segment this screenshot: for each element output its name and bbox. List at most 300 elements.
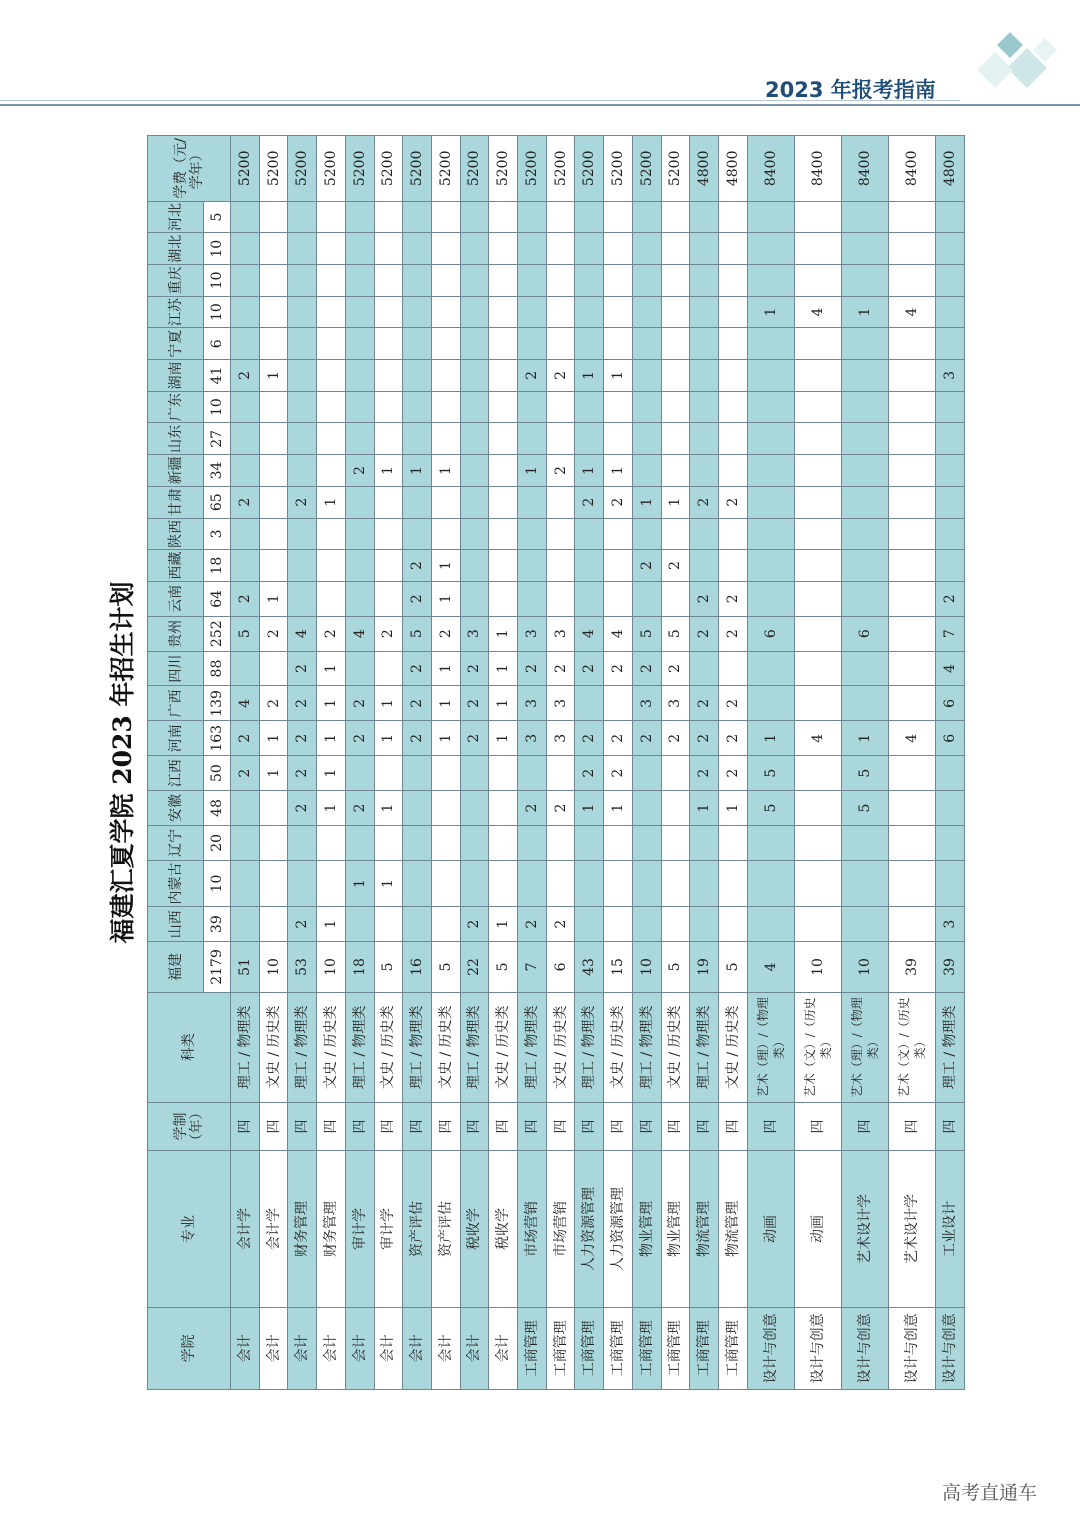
major-cell: 物流管理 <box>718 1151 747 1307</box>
tuition-cell: 5200 <box>403 136 432 202</box>
province-count-cell: 6 <box>546 942 575 993</box>
quota-cell: 34 <box>204 455 231 487</box>
province-count-cell: 1 <box>489 907 518 942</box>
province-count-cell <box>546 328 575 360</box>
province-count-cell: 1 <box>489 616 518 651</box>
college-cell: 工商管理 <box>661 1307 690 1389</box>
province-count-cell: 3 <box>661 686 690 721</box>
province-count-cell: 7 <box>518 942 547 993</box>
province-count-cell <box>518 296 547 328</box>
province-count-cell <box>718 296 747 328</box>
province-count-cell: 10 <box>317 942 346 993</box>
col-header: 河南 <box>148 721 204 756</box>
college-cell: 会计 <box>317 1307 346 1389</box>
province-count-cell: 2 <box>546 907 575 942</box>
major-cell: 物流管理 <box>690 1151 719 1307</box>
province-count-cell: 15 <box>604 942 633 993</box>
major-cell: 物业管理 <box>661 1151 690 1307</box>
province-count-cell <box>460 391 489 423</box>
province-count-cell <box>259 296 288 328</box>
province-count-cell <box>288 581 317 616</box>
province-count-cell: 4 <box>288 616 317 651</box>
province-count-cell <box>604 391 633 423</box>
years-cell: 四 <box>259 1102 288 1151</box>
tuition-cell: 5200 <box>546 136 575 202</box>
province-count-cell <box>690 391 719 423</box>
province-count-cell <box>460 360 489 392</box>
province-count-cell <box>374 756 403 791</box>
province-count-cell: 2 <box>518 651 547 686</box>
province-count-cell <box>794 328 841 360</box>
table-row <box>460 136 489 1390</box>
province-count-cell <box>403 360 432 392</box>
province-count-cell: 3 <box>936 907 965 942</box>
quota-cell: 88 <box>204 651 231 686</box>
province-count-cell <box>231 265 260 297</box>
table-title: 福建汇夏学院 2023 年招生计划 <box>108 581 137 944</box>
col-header: 山东 <box>148 423 204 455</box>
merged-count-cell: 5 <box>747 791 794 826</box>
major-cell: 审计学 <box>345 1151 374 1307</box>
province-count-cell <box>374 518 403 550</box>
province-count-cell <box>604 201 633 233</box>
province-count-cell <box>403 756 432 791</box>
province-count-cell <box>794 907 841 942</box>
province-count-cell: 5 <box>374 942 403 993</box>
province-count-cell: 2 <box>288 907 317 942</box>
province-count-cell <box>604 825 633 860</box>
province-count-cell <box>936 328 965 360</box>
province-count-cell: 1 <box>718 791 747 826</box>
province-count-cell <box>936 296 965 328</box>
province-count-cell <box>231 201 260 233</box>
province-count-cell <box>794 686 841 721</box>
province-count-cell <box>604 686 633 721</box>
province-count-cell <box>518 581 547 616</box>
province-count-cell <box>231 825 260 860</box>
college-cell: 会计 <box>345 1307 374 1389</box>
province-count-cell <box>345 825 374 860</box>
province-count-cell <box>489 265 518 297</box>
province-count-cell <box>794 391 841 423</box>
province-count-cell <box>661 423 690 455</box>
category-cell: 文史 / 历史类 <box>259 992 288 1102</box>
province-count-cell <box>718 328 747 360</box>
province-count-cell <box>374 265 403 297</box>
province-count-cell: 2 <box>431 616 460 651</box>
province-count-cell <box>690 455 719 487</box>
col-header: 科类 <box>148 992 231 1102</box>
province-count-cell <box>403 201 432 233</box>
province-count-cell <box>632 860 661 906</box>
province-count-cell: 2 <box>632 651 661 686</box>
province-count-cell <box>259 233 288 265</box>
college-cell: 设计与创意 <box>794 1307 841 1389</box>
province-count-cell: 4 <box>604 616 633 651</box>
province-count-cell <box>661 265 690 297</box>
province-count-cell: 2 <box>259 686 288 721</box>
province-count-cell <box>794 651 841 686</box>
province-count-cell <box>460 233 489 265</box>
province-count-cell <box>489 296 518 328</box>
col-header: 湖南 <box>148 360 204 392</box>
province-count-cell <box>317 455 346 487</box>
province-count-cell <box>632 791 661 826</box>
province-count-cell <box>317 360 346 392</box>
province-count-cell <box>661 328 690 360</box>
province-count-cell <box>288 391 317 423</box>
province-count-cell <box>841 860 888 906</box>
province-count-cell <box>460 791 489 826</box>
province-count-cell <box>575 686 604 721</box>
years-cell: 四 <box>575 1102 604 1151</box>
province-count-cell: 2 <box>345 791 374 826</box>
province-count-cell: 2 <box>546 651 575 686</box>
province-count-cell <box>489 581 518 616</box>
province-count-cell: 2 <box>546 360 575 392</box>
province-count-cell <box>661 296 690 328</box>
province-count-cell: 10 <box>632 942 661 993</box>
province-count-cell: 3 <box>546 686 575 721</box>
province-count-cell <box>259 651 288 686</box>
province-count-cell <box>889 907 936 942</box>
province-count-cell: 1 <box>431 581 460 616</box>
province-count-cell <box>403 907 432 942</box>
province-count-cell <box>889 328 936 360</box>
province-count-cell <box>259 265 288 297</box>
province-count-cell <box>288 265 317 297</box>
province-count-cell <box>718 825 747 860</box>
province-count-cell <box>936 550 965 582</box>
col-header: 安徽 <box>148 791 204 826</box>
province-count-cell <box>288 550 317 582</box>
province-count-cell <box>794 233 841 265</box>
province-count-cell: 2 <box>403 550 432 582</box>
years-cell: 四 <box>288 1102 317 1151</box>
province-count-cell: 2 <box>604 756 633 791</box>
rotated-table-area <box>100 135 970 1390</box>
province-count-cell <box>259 791 288 826</box>
province-count-cell: 3 <box>518 616 547 651</box>
major-cell: 市场营销 <box>546 1151 575 1307</box>
province-count-cell <box>841 423 888 455</box>
category-cell: 文史 / 历史类 <box>317 992 346 1102</box>
quota-cell: 10 <box>204 391 231 423</box>
major-cell: 税收学 <box>460 1151 489 1307</box>
province-count-cell: 4 <box>231 686 260 721</box>
province-count-cell <box>794 825 841 860</box>
province-count-cell: 53 <box>288 942 317 993</box>
years-cell: 四 <box>518 1102 547 1151</box>
college-cell: 设计与创意 <box>889 1307 936 1389</box>
years-cell: 四 <box>690 1102 719 1151</box>
province-count-cell <box>518 550 547 582</box>
category-cell: 艺术（理）/（物理类） <box>841 992 888 1102</box>
table-row <box>690 136 719 1390</box>
table-row <box>718 136 747 1390</box>
province-count-cell <box>460 581 489 616</box>
province-count-cell <box>231 423 260 455</box>
tuition-cell: 5200 <box>460 136 489 202</box>
province-count-cell: 2 <box>575 651 604 686</box>
province-count-cell <box>345 265 374 297</box>
province-count-cell <box>345 581 374 616</box>
province-count-cell <box>632 581 661 616</box>
province-count-cell <box>632 328 661 360</box>
province-count-cell: 1 <box>431 550 460 582</box>
province-count-cell: 10 <box>794 942 841 993</box>
province-count-cell <box>575 391 604 423</box>
major-cell: 会计学 <box>259 1151 288 1307</box>
province-count-cell: 2 <box>936 581 965 616</box>
col-header: 新疆 <box>148 455 204 487</box>
province-count-cell <box>345 651 374 686</box>
province-count-cell <box>575 423 604 455</box>
province-count-cell <box>690 651 719 686</box>
major-cell: 艺术设计学 <box>889 1151 936 1307</box>
tuition-cell: 5200 <box>632 136 661 202</box>
province-count-cell <box>841 486 888 518</box>
college-cell: 会计 <box>403 1307 432 1389</box>
province-count-cell <box>288 233 317 265</box>
merged-count-cell: 6 <box>747 616 794 651</box>
tuition-cell: 8400 <box>794 136 841 202</box>
tuition-cell: 5200 <box>604 136 633 202</box>
province-count-cell <box>374 486 403 518</box>
province-count-cell <box>889 201 936 233</box>
province-count-cell <box>317 825 346 860</box>
province-count-cell: 1 <box>841 721 888 756</box>
province-count-cell <box>431 860 460 906</box>
province-count-cell <box>632 518 661 550</box>
province-count-cell <box>661 791 690 826</box>
province-count-cell <box>259 328 288 360</box>
years-cell: 四 <box>431 1102 460 1151</box>
province-count-cell <box>632 455 661 487</box>
province-count-cell <box>460 328 489 360</box>
province-count-cell <box>431 518 460 550</box>
header-title: 2023 年报考指南 <box>765 78 936 102</box>
province-count-cell <box>231 907 260 942</box>
province-count-cell <box>259 518 288 550</box>
quota-cell: 10 <box>204 233 231 265</box>
province-count-cell <box>718 455 747 487</box>
province-count-cell: 2 <box>661 550 690 582</box>
major-cell: 财务管理 <box>317 1151 346 1307</box>
province-count-cell <box>575 518 604 550</box>
province-count-cell <box>794 201 841 233</box>
province-count-cell <box>841 686 888 721</box>
province-count-cell <box>460 265 489 297</box>
province-count-cell <box>794 616 841 651</box>
category-cell: 艺术（文）/（历史类） <box>794 992 841 1102</box>
category-cell: 文史 / 历史类 <box>604 992 633 1102</box>
quota-cell: 6 <box>204 328 231 360</box>
category-cell: 文史 / 历史类 <box>374 992 403 1102</box>
major-cell: 动画 <box>794 1151 841 1307</box>
quota-cell: 252 <box>204 616 231 651</box>
province-count-cell <box>489 825 518 860</box>
category-cell: 理工 / 物理类 <box>345 992 374 1102</box>
province-count-cell <box>460 518 489 550</box>
province-count-cell: 2 <box>460 721 489 756</box>
table-row <box>374 136 403 1390</box>
province-count-cell: 1 <box>259 360 288 392</box>
college-cell: 工商管理 <box>632 1307 661 1389</box>
province-count-cell <box>889 686 936 721</box>
years-cell: 四 <box>794 1102 841 1151</box>
province-count-cell <box>632 423 661 455</box>
province-count-cell <box>690 201 719 233</box>
province-count-cell <box>518 328 547 360</box>
years-cell: 四 <box>936 1102 965 1151</box>
province-count-cell <box>231 391 260 423</box>
province-count-cell <box>345 328 374 360</box>
province-count-cell: 6 <box>936 686 965 721</box>
province-count-cell <box>841 360 888 392</box>
province-count-cell <box>841 907 888 942</box>
province-count-cell: 2 <box>403 721 432 756</box>
province-count-cell <box>604 907 633 942</box>
province-count-cell <box>841 581 888 616</box>
province-count-cell: 1 <box>604 455 633 487</box>
tuition-cell: 5200 <box>288 136 317 202</box>
province-count-cell <box>889 423 936 455</box>
province-count-cell <box>288 518 317 550</box>
province-count-cell <box>231 651 260 686</box>
footer-source: 高考直通车 <box>942 1482 1038 1504</box>
province-count-cell <box>546 296 575 328</box>
province-count-cell <box>489 756 518 791</box>
province-count-cell <box>546 581 575 616</box>
province-count-cell <box>259 550 288 582</box>
college-cell: 工商管理 <box>604 1307 633 1389</box>
province-count-cell <box>231 518 260 550</box>
province-count-cell <box>345 756 374 791</box>
province-count-cell <box>317 201 346 233</box>
province-count-cell <box>747 201 794 233</box>
province-count-cell <box>936 756 965 791</box>
province-count-cell <box>546 265 575 297</box>
quota-cell: 18 <box>204 550 231 582</box>
col-header: 湖北 <box>148 233 204 265</box>
province-count-cell <box>575 296 604 328</box>
province-count-cell <box>747 518 794 550</box>
tuition-cell: 4800 <box>690 136 719 202</box>
province-count-cell <box>317 328 346 360</box>
province-count-cell <box>575 233 604 265</box>
province-count-cell: 5 <box>718 942 747 993</box>
years-cell: 四 <box>317 1102 346 1151</box>
category-cell: 文史 / 历史类 <box>489 992 518 1102</box>
province-count-cell <box>661 825 690 860</box>
province-count-cell: 2 <box>718 616 747 651</box>
province-count-cell <box>546 756 575 791</box>
province-count-cell: 3 <box>632 686 661 721</box>
col-header: 贵州 <box>148 616 204 651</box>
tuition-cell: 4800 <box>718 136 747 202</box>
table-row <box>575 136 604 1390</box>
province-count-cell <box>632 233 661 265</box>
college-cell: 会计 <box>489 1307 518 1389</box>
province-count-cell <box>575 581 604 616</box>
category-cell: 文史 / 历史类 <box>431 992 460 1102</box>
province-count-cell <box>936 391 965 423</box>
province-count-cell <box>575 907 604 942</box>
province-count-cell: 1 <box>317 486 346 518</box>
quota-cell: 48 <box>204 791 231 826</box>
province-count-cell <box>460 550 489 582</box>
merged-count-cell: 5 <box>841 791 888 826</box>
col-header: 陕西 <box>148 518 204 550</box>
college-cell: 工商管理 <box>690 1307 719 1389</box>
province-count-cell <box>431 233 460 265</box>
college-cell: 会计 <box>231 1307 260 1389</box>
province-count-cell <box>841 328 888 360</box>
table-row <box>632 136 661 1390</box>
province-count-cell <box>259 423 288 455</box>
province-count-cell <box>936 201 965 233</box>
quota-cell: 65 <box>204 486 231 518</box>
province-count-cell <box>518 825 547 860</box>
province-count-cell <box>403 265 432 297</box>
province-count-cell <box>403 860 432 906</box>
province-count-cell <box>889 651 936 686</box>
province-count-cell <box>546 825 575 860</box>
province-count-cell <box>489 486 518 518</box>
province-count-cell <box>841 455 888 487</box>
province-count-cell: 2 <box>288 721 317 756</box>
province-count-cell <box>259 860 288 906</box>
province-count-cell <box>403 791 432 826</box>
province-count-cell: 2 <box>546 791 575 826</box>
province-count-cell: 2 <box>231 486 260 518</box>
major-cell: 税收学 <box>489 1151 518 1307</box>
province-count-cell <box>374 651 403 686</box>
province-count-cell <box>794 265 841 297</box>
years-cell: 四 <box>403 1102 432 1151</box>
province-count-cell: 2 <box>374 616 403 651</box>
province-count-cell <box>889 616 936 651</box>
province-count-cell <box>604 233 633 265</box>
category-cell: 理工 / 物理类 <box>632 992 661 1102</box>
province-count-cell: 1 <box>632 486 661 518</box>
province-count-cell: 2 <box>690 686 719 721</box>
col-header: 四川 <box>148 651 204 686</box>
province-count-cell: 2 <box>403 581 432 616</box>
table-row <box>889 136 936 1390</box>
province-count-cell <box>604 518 633 550</box>
province-count-cell <box>747 423 794 455</box>
province-count-cell <box>460 455 489 487</box>
province-count-cell <box>518 860 547 906</box>
province-count-cell <box>575 201 604 233</box>
province-count-cell <box>259 455 288 487</box>
province-count-cell: 5 <box>403 616 432 651</box>
category-cell: 艺术（文）/（历史类） <box>889 992 936 1102</box>
college-cell: 会计 <box>460 1307 489 1389</box>
table-header-row <box>148 136 204 1390</box>
province-count-cell: 1 <box>747 721 794 756</box>
province-count-cell <box>604 328 633 360</box>
tuition-cell: 8400 <box>841 136 888 202</box>
province-count-cell <box>794 860 841 906</box>
province-count-cell <box>288 860 317 906</box>
province-count-cell: 1 <box>518 455 547 487</box>
province-count-cell: 1 <box>841 296 888 328</box>
province-count-cell <box>718 391 747 423</box>
college-cell: 工商管理 <box>546 1307 575 1389</box>
